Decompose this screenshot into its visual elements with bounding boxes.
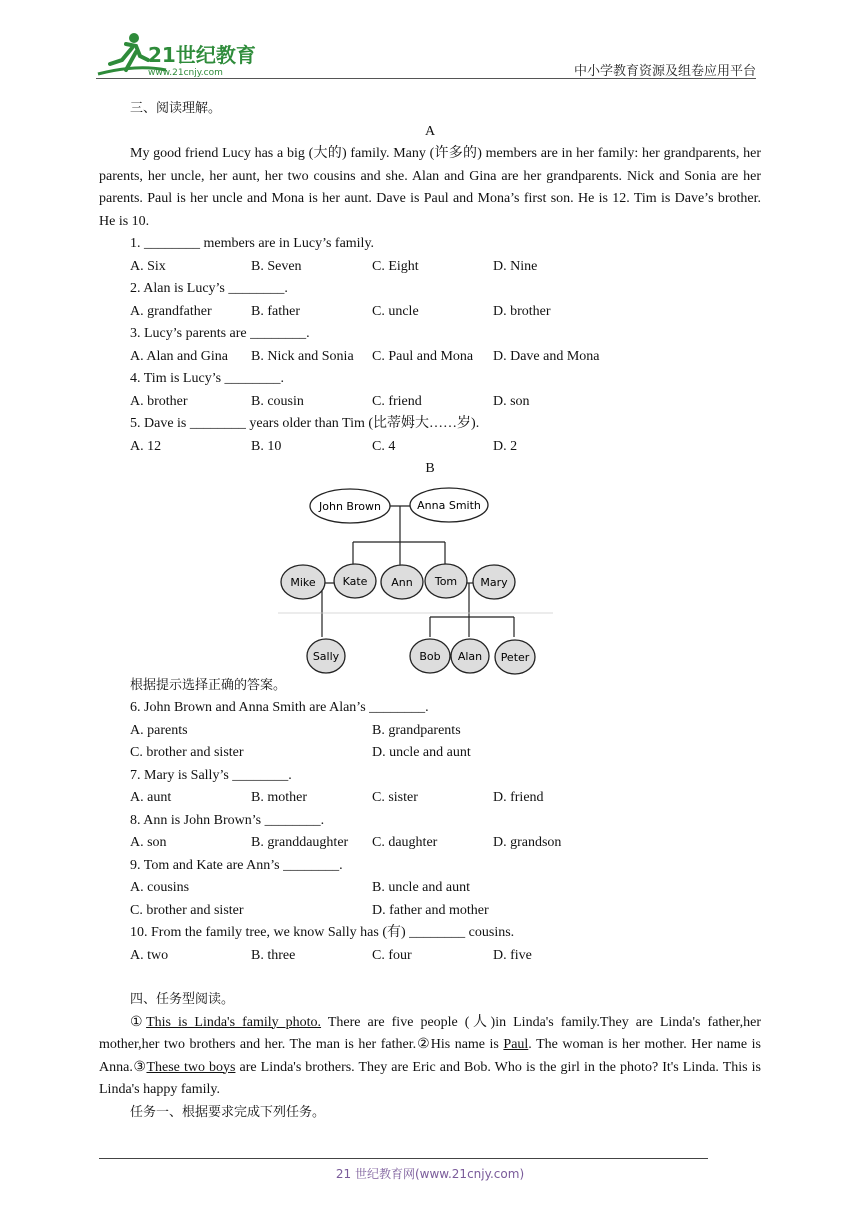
option: A. Six — [130, 258, 166, 274]
svg-text:Alan: Alan — [457, 649, 483, 663]
svg-text:Ann: Ann — [391, 575, 413, 589]
question-5-options — [99, 436, 761, 459]
option: A. grandfather — [130, 303, 212, 319]
svg-text:Sally: Sally — [312, 649, 340, 663]
option: A. Alan and Gina — [130, 348, 228, 364]
option: A. 12 — [130, 438, 162, 454]
option: A. son — [130, 835, 167, 850]
option: C. 4 — [372, 438, 396, 454]
option: D. grandson — [493, 835, 562, 850]
header-platform-text: 中小学教育资源及组卷应用平台 — [573, 64, 756, 79]
question-1: 1. ________ members are in Lucy’s family. — [130, 236, 375, 251]
tree-node-alan — [451, 639, 489, 673]
option: A. parents — [130, 722, 188, 738]
option: D. Dave and Mona — [493, 348, 600, 364]
question-3-options — [99, 346, 761, 369]
option: C. Paul and Mona — [372, 348, 474, 364]
passage-a-label: A — [424, 123, 436, 139]
option: A. two — [130, 947, 169, 963]
question-9-options-row1 — [99, 877, 761, 900]
question-1-options — [99, 256, 761, 279]
option: B. three — [251, 947, 296, 963]
option: B. granddaughter — [251, 835, 349, 850]
option: D. brother — [493, 303, 551, 319]
question-6: 6. John Brown and Anna Smith are Alan’s ________. — [130, 700, 429, 715]
option: D. Nine — [493, 258, 538, 274]
header-divider — [96, 78, 756, 79]
task-1-instruction: 任务一、根据要求完成下列任务。 — [130, 1104, 326, 1120]
option: D. friend — [493, 790, 544, 805]
document-body — [99, 98, 761, 1124]
option: C. four — [372, 947, 412, 963]
option: D. son — [493, 393, 530, 409]
family-tree-diagram — [278, 485, 553, 675]
section3-title: 三、阅读理解。 — [130, 101, 222, 116]
question-10-options — [99, 945, 761, 968]
option: B. Nick and Sonia — [251, 348, 354, 364]
tree-node-ann — [381, 565, 423, 599]
option: C. sister — [372, 790, 418, 805]
question-7-options — [99, 787, 761, 810]
tree-node-bob — [410, 639, 450, 673]
question-2: 2. Alan is Lucy’s ________. — [130, 281, 288, 296]
option: D. uncle and aunt — [372, 745, 471, 760]
tree-node-kate — [334, 564, 376, 598]
svg-text:John Brown: John Brown — [319, 499, 381, 513]
question-8-options — [99, 832, 761, 855]
option: C. daughter — [372, 835, 438, 850]
option: C. Eight — [372, 258, 419, 274]
option: A. brother — [130, 393, 188, 409]
svg-text:Kate: Kate — [342, 574, 368, 588]
svg-text:www.21cnjy.com: www.21cnjy.com — [148, 68, 223, 78]
question-9: 9. Tom and Kate are Ann’s ________. — [130, 857, 343, 873]
option: B. father — [251, 303, 300, 319]
option: D. five — [493, 947, 532, 963]
option: B. Seven — [251, 258, 302, 274]
option: C. uncle — [372, 303, 419, 319]
option: B. mother — [251, 790, 307, 805]
option: A. cousins — [130, 880, 190, 895]
option: B. grandparents — [372, 722, 461, 738]
question-4: 4. Tim is Lucy’s ________. — [130, 371, 285, 386]
option: B. uncle and aunt — [372, 880, 470, 895]
passage-b-label: B — [425, 461, 435, 476]
question-10: 10. From the family tree, we know Sally has (有) ________ cousins. — [130, 925, 515, 940]
svg-text:Peter: Peter — [500, 650, 530, 664]
site-logo — [96, 30, 266, 78]
footer-divider — [99, 1158, 708, 1159]
option: D. 2 — [493, 438, 518, 454]
option: B. cousin — [251, 393, 304, 409]
question-7: 7. Mary is Sally’s ________. — [130, 767, 292, 783]
question-5: 5. Dave is ________ years older than Tim (比蒂姆大……岁). — [130, 416, 480, 431]
question-6-options-row1 — [99, 720, 761, 743]
svg-text:Mike: Mike — [290, 575, 316, 589]
option: B. 10 — [251, 438, 282, 454]
svg-text:Bob: Bob — [419, 649, 441, 663]
footer-text: 21 世纪教育网(www.21cnjy.com) — [335, 1167, 525, 1181]
tree-node-sally — [307, 639, 345, 673]
svg-text:21世纪教育: 21世纪教育 — [148, 43, 256, 67]
tree-node-mary — [473, 565, 515, 599]
tree-node-anna-smith — [410, 488, 488, 522]
option: C. friend — [372, 393, 422, 409]
option: A. aunt — [130, 790, 172, 805]
section4-title: 四、任务型阅读。 — [130, 992, 235, 1007]
option: C. brother and sister — [130, 902, 244, 918]
question-9-options-row2 — [99, 900, 761, 923]
question-4-options — [99, 391, 761, 414]
question-2-options — [99, 301, 761, 324]
passage-a: My good friend Lucy has a big (大的) family. Many (许多的) members are in her family: her grandparents, her parents, her uncle, her aunt, her two cousins and she. Alan and Gina are her grandparents. Nick and Sonia are her parents. Paul is her uncle and Mona is her aunt. Dave is Paul and Mona’s first son. He is 12. Tim is Dave’s brother. He is 10. — [99, 146, 761, 229]
question-8: 8. Ann is John Brown’s ________. — [130, 812, 325, 828]
question-6-options-row2 — [99, 742, 761, 765]
svg-text:Tom: Tom — [434, 574, 458, 588]
tree-node-peter — [495, 640, 535, 674]
tree-node-john-brown — [310, 489, 390, 523]
option: C. brother and sister — [130, 745, 244, 760]
svg-text:Mary: Mary — [480, 575, 508, 589]
option: D. father and mother — [372, 902, 489, 918]
question-3: 3. Lucy’s parents are ________. — [130, 326, 310, 341]
tree-node-mike — [281, 565, 325, 599]
passage-section4: ①This is Linda's family photo. There are five people (人)in Linda's family.They are Linda's father,her mother,her two brothers and her. The man is her father.②His name is Paul. The woman is her mother. Her name is Anna.③These two boys are Linda's brothers. They are Eric and Bob. Who is the girl in the photo? It's Linda. This is Linda's happy family. — [99, 1014, 761, 1097]
instruction-b: 根据提示选择正确的答案。 — [130, 677, 287, 693]
tree-node-tom — [425, 564, 467, 598]
svg-text:Anna Smith: Anna Smith — [417, 498, 481, 512]
